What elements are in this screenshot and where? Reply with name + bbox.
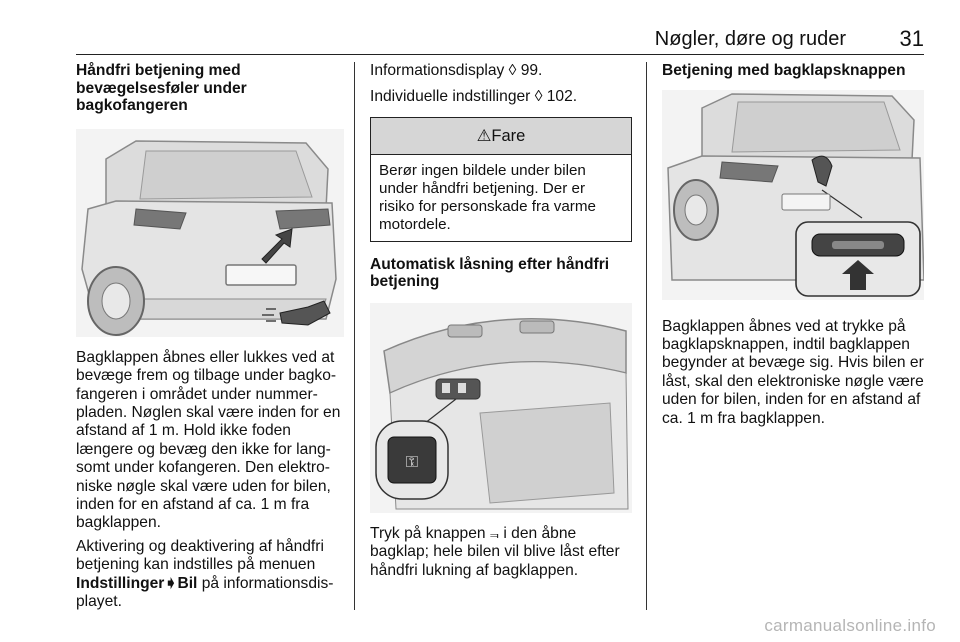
activation-text-start: Aktivering og deaktivering af håndfri betjening kan indstilles på menuen xyxy=(76,537,324,574)
warning-box xyxy=(370,117,632,242)
warning-triangle-icon: ⚠ xyxy=(476,126,492,145)
ref-individual-settings: Individuelle indstillinger ◊ 102. xyxy=(370,88,578,106)
illustration-tailgate-lock-button xyxy=(370,303,632,513)
menu-path-settings: Indstillinger xyxy=(76,574,165,592)
lock-button-icon: ⫬ xyxy=(489,524,500,542)
auto-lock-text-start: Tryk på knappen xyxy=(370,524,490,542)
svg-text:⚿: ⚿ xyxy=(405,451,419,471)
warning-header xyxy=(371,118,631,155)
header-title: Nøgler, døre og ruder xyxy=(654,28,846,50)
column-divider-2 xyxy=(646,62,647,610)
section-heading-handsfree: Håndfri betjening med bevægelsesføler under bagkofangeren xyxy=(76,62,247,115)
paragraph-tailgate-button: Bagklappen åbnes ved at trykke på bagklapsknappen, indtil bagklappen begynder at bevæge sig. Hvis bilen er låst, skal den elektroniske nøgle være uden for bilen, inden for en afstand af ca. 1 m fra bagklappen. xyxy=(662,317,924,427)
page-number: 31 xyxy=(899,26,924,51)
illustration-car-rear-foot-sensor xyxy=(76,129,344,337)
column-1 xyxy=(76,62,346,611)
tailgate-illustration xyxy=(370,303,632,513)
column-3 xyxy=(662,62,926,428)
illustration-tailgate-button xyxy=(662,90,924,300)
paragraph-handsfree-description: Bagklappen åbnes eller lukkes ved at bevæge frem og tilbage under bagko-fangeren i området under nummer-pladen. Nøglen skal være inden for en afstand af 1 m. Hold ikke foden længere og bevæg den ikke for lang-somt under kofangeren. Den elektro-niske nøgle skal være uden for bilen, inden for en afstand af ca. 1 m fra bagklappen. xyxy=(76,348,341,532)
tailgate-button-illustration xyxy=(662,90,924,300)
column-divider-1 xyxy=(354,62,355,610)
menu-arrow-icon: ➧ xyxy=(164,574,178,592)
paragraph-activation xyxy=(76,538,346,612)
column-2 xyxy=(370,62,634,580)
page-header xyxy=(76,26,924,55)
activation-text-end: på informationsdis-playet. xyxy=(76,574,334,611)
car-rear-illustration xyxy=(76,129,344,337)
warning-text: Berør ingen bildele under bilen under håndfri betjening. Der er risiko for personskade fra varme motordele. xyxy=(379,161,596,234)
ref-information-display: Informationsdisplay ◊ 99. xyxy=(370,62,543,79)
section-heading-tailgate-button: Betjening med bagklapsknappen xyxy=(662,62,906,79)
menu-path-car: Bil xyxy=(177,574,198,592)
paragraph-auto-lock xyxy=(370,525,634,580)
watermark: carmanualsonline.info xyxy=(764,616,936,635)
warning-title: Fare xyxy=(491,126,526,145)
auto-lock-text-end: i den åbne bagklap; hele bilen vil blive låst efter håndfri lukning af bagklappen. xyxy=(370,524,620,579)
section-heading-auto-lock: Automatisk låsning efter håndfri betjening xyxy=(370,255,610,291)
